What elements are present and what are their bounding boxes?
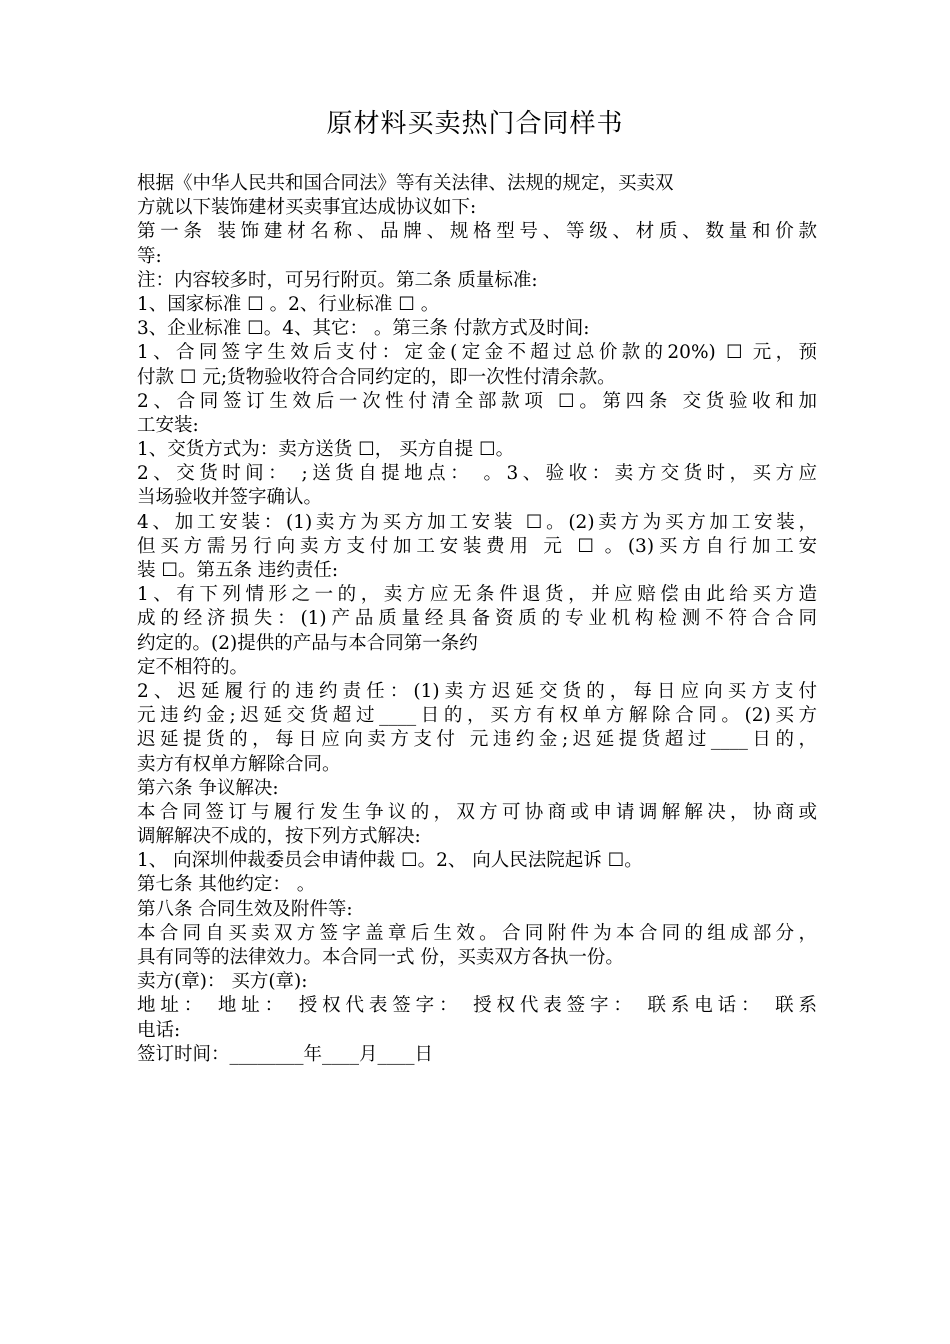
paragraph-line: 本合同签订与履行发生争议的，双方可协商或申请调解解决，协商或 [137, 801, 817, 823]
paragraph-line: 调解解决不成的，按下列方式解决: [137, 826, 421, 848]
document-body [137, 172, 817, 1067]
paragraph-line: 1、 向深圳仲裁委员会申请仲裁 ☐。2、 向人民法院起诉 ☐。 [137, 850, 643, 872]
paragraph-line: 地址： 地址： 授权代表签字： 授权代表签字： 联系电话： 联系 [137, 995, 817, 1017]
paragraph-line: 但买方需另行向卖方支付加工安装费用 元 ☐ 。(3)买方自行加工安 [137, 535, 817, 557]
paragraph-line: 迟延提货的，每日应向卖方支付 元违约金;迟延提货超过____日的， [137, 729, 817, 751]
paragraph-line: 第七条 其他约定： 。 [137, 874, 316, 896]
paragraph-line: 等: [137, 245, 162, 267]
paragraph-line: 卖方有权单方解除合同。 [137, 753, 341, 775]
paragraph-line: 1、合同签字生效后支付：定金(定金不超过总价款的20%) ☐ 元，预 [137, 342, 817, 364]
paragraph-line: 装 ☐。第五条 违约责任: [137, 560, 339, 581]
paragraph-line: 4、加工安装：(1)卖方为买方加工安装 ☐。(2)卖方为买方加工安装， [137, 511, 817, 533]
paragraph-line: 当场验收并签字确认。 [137, 487, 323, 509]
paragraph-line: 电话: [137, 1019, 181, 1041]
paragraph-line: 第一条 装饰建材名称、品牌、规格型号、等级、材质、数量和价款 [137, 221, 817, 243]
paragraph-line: 定不相符的。 [137, 656, 249, 678]
document-title: 原材料买卖热门合同样书 [326, 109, 624, 139]
paragraph-line: 注：内容较多时，可另行附页。第二条 质量标准: [137, 269, 538, 291]
paragraph-line: 1、国家标准 ☐ 。2、行业标准 ☐ 。 [137, 293, 440, 315]
paragraph-line: 工安装: [137, 414, 199, 436]
paragraph-line: 本合同自买卖双方签字盖章后生效。合同附件为本合同的组成部分， [137, 922, 817, 944]
paragraph-line: 卖方(章)： 买方(章): [137, 971, 308, 993]
paragraph-line: 2、迟延履行的违约责任：(1)卖方迟延交货的，每日应向买方支付 [137, 680, 817, 702]
paragraph-line: 第八条 合同生效及附件等: [137, 898, 353, 920]
paragraph-line: 1、有下列情形之一的，卖方应无条件退货，并应赔偿由此给买方造 [137, 584, 817, 606]
paragraph-line: 签订时间：________年____月____日 [137, 1043, 434, 1065]
paragraph-line: 第六条 争议解决: [137, 777, 279, 799]
paragraph-line: 成的经济损失：(1)产品质量经具备资质的专业机构检测不符合合同 [137, 608, 817, 630]
paragraph-line: 3、企业标准 ☐。4、其它： 。第三条 付款方式及时间: [137, 318, 590, 340]
paragraph-line: 2、交货时间： ;送货自提地点： 。3、验收：卖方交货时，买方应 [137, 463, 817, 485]
paragraph-line: 1、交货方式为：卖方送货 ☐， 买方自提 ☐。 [137, 439, 515, 461]
paragraph-line: 元违约金;迟延交货超过____日的，买方有权单方解除合同。(2)买方 [137, 705, 817, 727]
paragraph-line: 付款 ☐ 元;货物验收符合合同约定的，即一次性付清余款。 [137, 366, 616, 388]
paragraph-line: 方就以下装饰建材买卖事宜达成协议如下: [137, 197, 477, 219]
paragraph-line: 具有同等的法律效力。本合同一式 份，买卖双方各执一份。 [137, 947, 624, 968]
paragraph-line: 2、合同签订生效后一次性付清全部款项 ☐。第四条 交货验收和加 [137, 390, 817, 412]
paragraph-line: 根据《中华人民共和国合同法》等有关法律、法规的规定，买卖双 [137, 173, 674, 194]
paragraph-line: 约定的。(2)提供的产品与本合同第一条约 [137, 632, 478, 654]
